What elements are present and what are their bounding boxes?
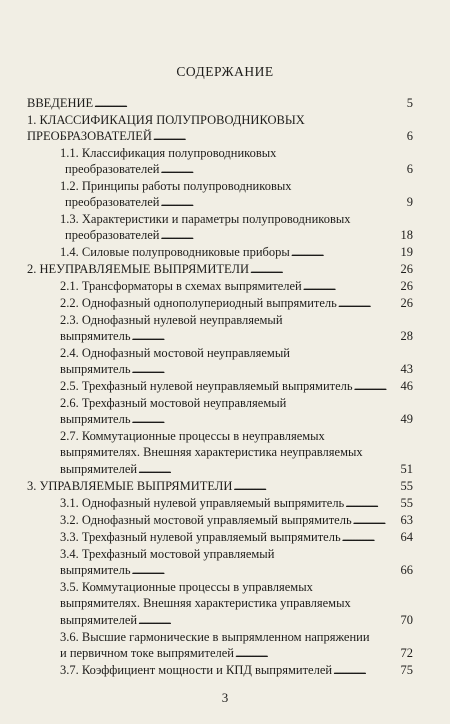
toc-entry-3-5-line1[interactable]: 3.5. Коммутационные процессы в управляемых (60, 580, 313, 594)
toc-entry-chapter-1-line1[interactable]: 1. КЛАССИФИКАЦИЯ ПОЛУПРОВОДНИКОВЫХ (27, 113, 305, 127)
toc-entry-2-7-line1[interactable]: 2.7. Коммутационные процессы в неуправляемых (60, 429, 325, 443)
toc-entry-1-2[interactable]: преобразователей . . . 9 (65, 194, 413, 211)
toc-entry-1-3[interactable]: преобразователей . . . 18 (65, 227, 413, 244)
toc-entry-1-1-line1[interactable]: 1.1. Классификация полупроводниковых (60, 146, 277, 160)
toc-entry-chapter-1[interactable]: ПРЕОБРАЗОВАТЕЛЕЙ . . . 6 (27, 128, 413, 145)
toc-entry-3-2[interactable]: 3.2. Однофазный мостовой управляемый выпрямитель . . . 63 (60, 512, 413, 529)
toc-entry-3-4-line1[interactable]: 3.4. Трехфазный мостовой управляемый (60, 547, 275, 561)
toc-entry-3-6-line1[interactable]: 3.6. Высшие гармонические в выпрямленном напряжении (60, 630, 370, 644)
toc-entry-2-3[interactable]: выпрямитель . . . 28 (60, 328, 413, 345)
toc-entry-3-3[interactable]: 3.3. Трехфазный нулевой управляемый выпрямитель . . . 64 (60, 529, 413, 546)
toc-entry-1-3-line1[interactable]: 1.3. Характеристики и параметры полупроводниковых (60, 212, 351, 226)
page-title: СОДЕРЖАНИЕ (176, 64, 274, 79)
toc-entry-2-4[interactable]: выпрямитель . . . 43 (60, 361, 413, 378)
toc-entry-1-4[interactable]: 1.4. Силовые полупроводниковые приборы . . . 19 (60, 244, 413, 261)
toc-entry-3-4[interactable]: выпрямитель . . . 66 (60, 562, 413, 579)
toc-entry-3-7[interactable]: 3.7. Коэффициент мощности и КПД выпрямителей . . . 75 (60, 662, 413, 679)
toc-entry-2-3-line1[interactable]: 2.3. Однофазный нулевой неуправляемый (60, 313, 283, 327)
toc-entry-3-5[interactable]: выпрямителей . . . 70 (60, 612, 413, 629)
toc-entry-3-5-line2[interactable]: выпрямителях. Внешняя характеристика управляемых (60, 596, 351, 610)
toc-entry-chapter-2[interactable]: 2. НЕУПРАВЛЯЕМЫЕ ВЫПРЯМИТЕЛИ . . . 26 (27, 261, 413, 278)
toc-entry-2-4-line1[interactable]: 2.4. Однофазный мостовой неуправляемый (60, 346, 290, 360)
toc-entry-2-6-line1[interactable]: 2.6. Трехфазный мостовой неуправляемый (60, 396, 287, 410)
toc-entry-introduction[interactable]: ВВЕДЕНИЕ . . . 5 (27, 95, 413, 112)
toc-entry-3-1[interactable]: 3.1. Однофазный нулевой управляемый выпрямитель . . . 55 (60, 495, 413, 512)
toc-entry-2-7[interactable]: выпрямителей . . . 51 (60, 461, 413, 478)
page-number: 3 (221, 690, 229, 705)
toc-entry-1-1[interactable]: преобразователей . . . 6 (65, 161, 413, 178)
toc-entry-2-6[interactable]: выпрямитель . . . 49 (60, 411, 413, 428)
toc-entry-2-2[interactable]: 2.2. Однофазный однополупериодный выпрямитель . . . 26 (60, 295, 413, 312)
toc-entry-2-7-line2[interactable]: выпрямителях. Внешняя характеристика неуправляемых (60, 445, 363, 459)
toc-entry-chapter-3[interactable]: 3. УПРАВЛЯЕМЫЕ ВЫПРЯМИТЕЛИ . . . 55 (27, 478, 413, 495)
toc-entry-2-1[interactable]: 2.1. Трансформаторы в схемах выпрямителей . . . 26 (60, 278, 413, 295)
toc-entry-1-2-line1[interactable]: 1.2. Принципы работы полупроводниковых (60, 179, 292, 193)
toc-entry-3-6[interactable]: и первичном токе выпрямителей . . . 72 (60, 645, 413, 662)
toc-entry-2-5[interactable]: 2.5. Трехфазный нулевой неуправляемый выпрямитель . . . 46 (60, 378, 413, 395)
